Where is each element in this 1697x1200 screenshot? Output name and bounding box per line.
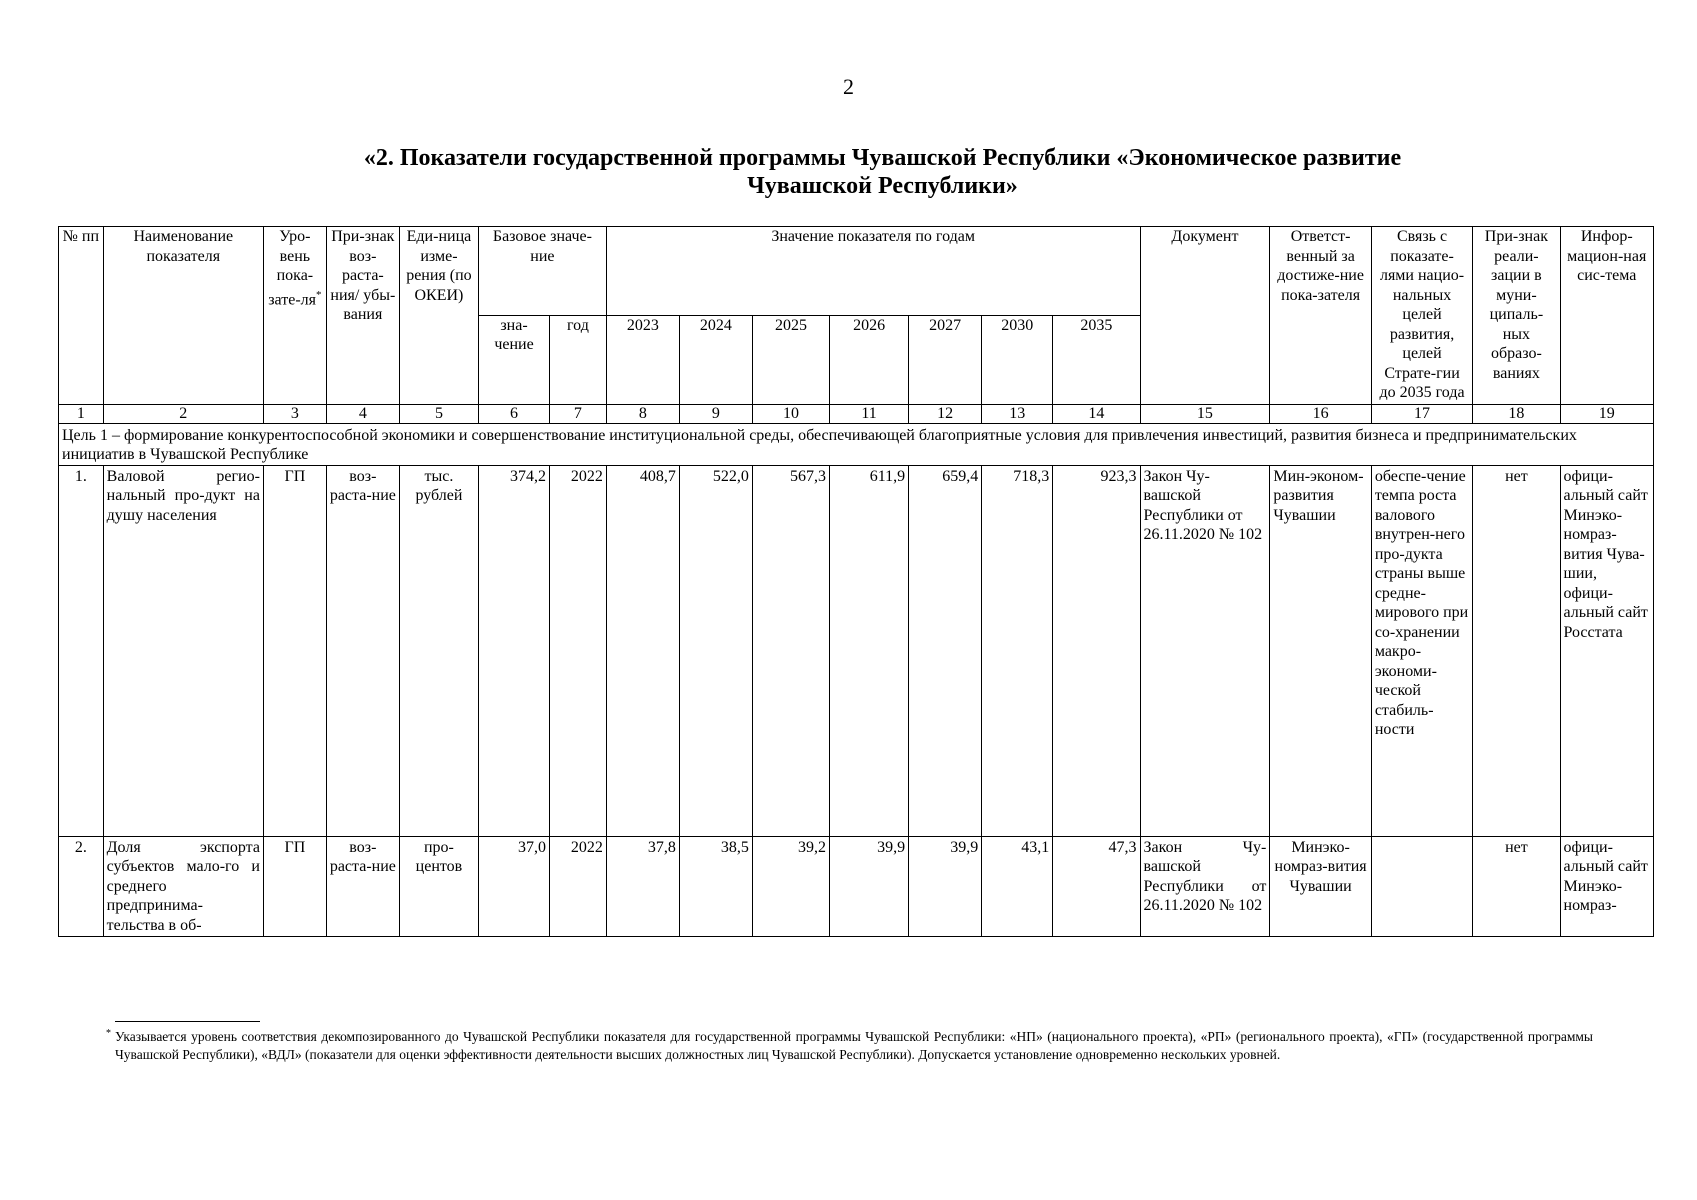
row-value: 37,8 — [606, 836, 679, 937]
row-value: 39,2 — [752, 836, 829, 937]
row-link: обеспе-чение темпа роста валового внутрен-него про-дукта страны выше средне-мирового при со-хранении макро-экономи-ческой стабиль-ности — [1371, 465, 1472, 836]
row-value: 522,0 — [679, 465, 752, 836]
header-year: 2023 — [606, 315, 679, 404]
page-number: 2 — [843, 74, 854, 99]
column-number-row — [59, 404, 1654, 423]
column-number: 9 — [679, 404, 752, 423]
header-info-system: Инфор-мацион-ная сис-тема — [1560, 227, 1653, 405]
row-document: Закон Чу-вашской Республики от 26.11.2020 № 102 — [1140, 465, 1270, 836]
header-name: Наименование показателя — [103, 227, 263, 405]
column-number: 17 — [1371, 404, 1472, 423]
header-level-text: Уро-вень пока-зате-ля — [268, 228, 317, 308]
row-unit: про-центов — [399, 836, 478, 937]
row-no: 2. — [59, 836, 104, 937]
row-municipal: нет — [1473, 465, 1560, 836]
footnote-divider — [115, 1021, 260, 1022]
row-municipal: нет — [1473, 836, 1560, 937]
row-base-year: 2022 — [550, 836, 607, 937]
header-unit: Еди-ница изме-рения (по ОКЕИ) — [399, 227, 478, 405]
footnote-text: Указывается уровень соответствия декомпозированного до Чувашской Республики показателя для государственной программы Чувашской Республики: «НП» (национального проекта), «РП» (регионального проекта), «ГП» (государственной программы Чувашской Республики), «ВДЛ» (показатели для оценки эффективности деятельности высших должностных лиц Чувашской Республики). Допускается установление одновременно нескольких уровней. — [115, 1029, 1593, 1062]
header-level — [263, 227, 326, 405]
column-number: 13 — [982, 404, 1053, 423]
row-value: 39,9 — [830, 836, 909, 937]
header-year: 2030 — [982, 315, 1053, 404]
column-number: 5 — [399, 404, 478, 423]
header-municipal: При-знак реали-зации в муни-ципаль-ных образо-ваниях — [1473, 227, 1560, 405]
header-base-value: зна-чение — [479, 315, 550, 404]
row-link — [1371, 836, 1472, 937]
header-year: 2027 — [909, 315, 982, 404]
row-base-year: 2022 — [550, 465, 607, 836]
column-number: 7 — [550, 404, 607, 423]
footnote-marker: * — [316, 288, 322, 301]
row-base-value: 37,0 — [479, 836, 550, 937]
header-year: 2024 — [679, 315, 752, 404]
column-number: 3 — [263, 404, 326, 423]
row-level: ГП — [263, 465, 326, 836]
row-name: Валовой регио-нальный про-дукт на душу населения — [103, 465, 263, 836]
header-year: 2035 — [1053, 315, 1140, 404]
page-title: «2. Показатели государственной программы Чувашской Республики «Экономическое развитие Чувашской Республики» — [363, 145, 1402, 199]
row-unit: тыс. рублей — [399, 465, 478, 836]
row-value: 408,7 — [606, 465, 679, 836]
row-value: 39,9 — [909, 836, 982, 937]
column-number: 14 — [1053, 404, 1140, 423]
header-year: 2025 — [752, 315, 829, 404]
row-info-system: офици-альный сайт Минэко-номраз- — [1560, 836, 1653, 937]
row-value: 47,3 — [1053, 836, 1140, 937]
table-row — [59, 465, 1654, 836]
row-name: Доля экспорта субъектов мало-го и среднего предпринима-тельства в об- — [103, 836, 263, 937]
header-document: Документ — [1140, 227, 1270, 405]
goal-text: Цель 1 – формирование конкурентоспособной экономики и совершенствование институциональной среды, обеспечивающей благоприятные условия для привлечения инвестиций, развития бизнеса и предпринимательских инициатив в Чувашской Республике — [59, 423, 1654, 465]
goal-row — [59, 423, 1654, 465]
row-base-value: 374,2 — [479, 465, 550, 836]
row-value: 718,3 — [982, 465, 1053, 836]
column-number: 19 — [1560, 404, 1653, 423]
row-info-system: офици-альный сайт Минэко-номраз-вития Чува-шии, офици-альный сайт Росстата — [1560, 465, 1653, 836]
column-number: 1 — [59, 404, 104, 423]
row-document: Закон Чу-вашской Республики от 26.11.2020 № 102 — [1140, 836, 1270, 937]
column-number: 18 — [1473, 404, 1560, 423]
column-number: 10 — [752, 404, 829, 423]
row-value: 659,4 — [909, 465, 982, 836]
footnote-mark: * — [106, 1028, 111, 1039]
column-number: 15 — [1140, 404, 1270, 423]
header-responsible: Ответст-венный за достиже-ние пока-зателя — [1270, 227, 1371, 405]
table-row — [59, 836, 1654, 937]
column-number: 6 — [479, 404, 550, 423]
row-value: 923,3 — [1053, 465, 1140, 836]
column-number: 16 — [1270, 404, 1371, 423]
row-level: ГП — [263, 836, 326, 937]
row-responsible: Мин-эконом-развития Чувашии — [1270, 465, 1371, 836]
header-no: № пп — [59, 227, 104, 405]
row-responsible: Минэко-номраз-вития Чувашии — [1270, 836, 1371, 937]
column-number: 2 — [103, 404, 263, 423]
header-year: 2026 — [830, 315, 909, 404]
table-header-row — [59, 227, 1654, 316]
column-number: 8 — [606, 404, 679, 423]
indicators-table — [58, 226, 1654, 937]
column-number: 11 — [830, 404, 909, 423]
row-value: 38,5 — [679, 836, 752, 937]
column-number: 12 — [909, 404, 982, 423]
header-by-years: Значение показателя по годам — [606, 227, 1140, 316]
row-sign: воз-раста-ние — [326, 836, 399, 937]
row-value: 43,1 — [982, 836, 1053, 937]
column-number: 4 — [326, 404, 399, 423]
header-link: Связь с показате-лями нацио-нальных целей развития, целей Страте-гии до 2035 года — [1371, 227, 1472, 405]
row-value: 567,3 — [752, 465, 829, 836]
row-sign: воз-раста-ние — [326, 465, 399, 836]
row-no: 1. — [59, 465, 104, 836]
footnote — [106, 1028, 1593, 1064]
header-sign: При-знак воз-раста-ния/ убы-вания — [326, 227, 399, 405]
row-value: 611,9 — [830, 465, 909, 836]
header-base: Базовое значе-ние — [479, 227, 607, 316]
header-base-year: год — [550, 315, 607, 404]
